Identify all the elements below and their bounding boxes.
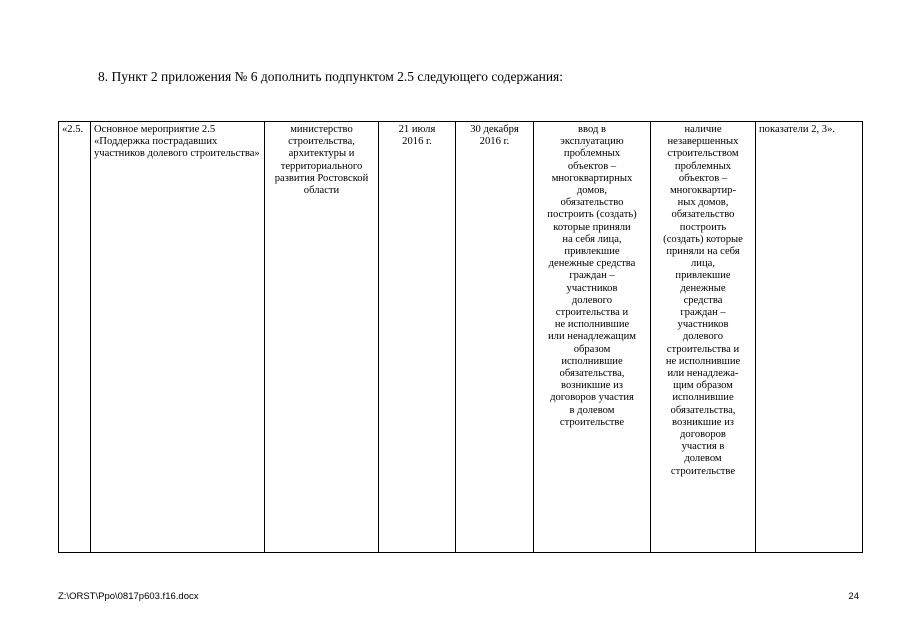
executor-cell: министерство строительства, архитектуры и территориального развития Ростовской области (265, 122, 379, 553)
footer-file-path: Z:\ORST\Ppo\0817p603.f16.docx (58, 591, 199, 602)
table-row (59, 122, 863, 553)
indicators-cell: показатели 2, 3». (756, 122, 863, 553)
measures-table (58, 121, 863, 553)
section-heading: 8. Пункт 2 приложения № 6 дополнить подпунктом 2.5 следующего содержания: (98, 69, 564, 84)
consequences-cell: наличие незавершенных строительством проблемных объектов – многоквартир- ных домов, обязательство построить (создать) которые приняли на себя лица, привлекшие денежные средства граждан – участников долевого строительства и не исполнившие или ненадлежа- щим образом исполнившие обязательства, возникшие из договоров участия в долевом строительстве (651, 122, 756, 553)
end-date-cell: 30 декабря 2016 г. (456, 122, 534, 553)
expected-result-cell: ввод в эксплуатацию проблемных объектов – многоквартирных домов, обязательство построить (создать) которые приняли на себя лица, привлекшие денежные средства граждан – участников долевого строительства и не исполнившие или ненадлежащим образом исполнившие обязательства, возникшие из договоров участия в долевом строительстве (534, 122, 651, 553)
row-number-cell: «2.5. (59, 122, 91, 553)
measure-name-cell: Основное мероприятие 2.5 «Поддержка пострадавших участников долевого строительства» (91, 122, 265, 553)
footer-page-number: 24 (848, 591, 859, 602)
start-date-cell: 21 июля 2016 г. (379, 122, 456, 553)
